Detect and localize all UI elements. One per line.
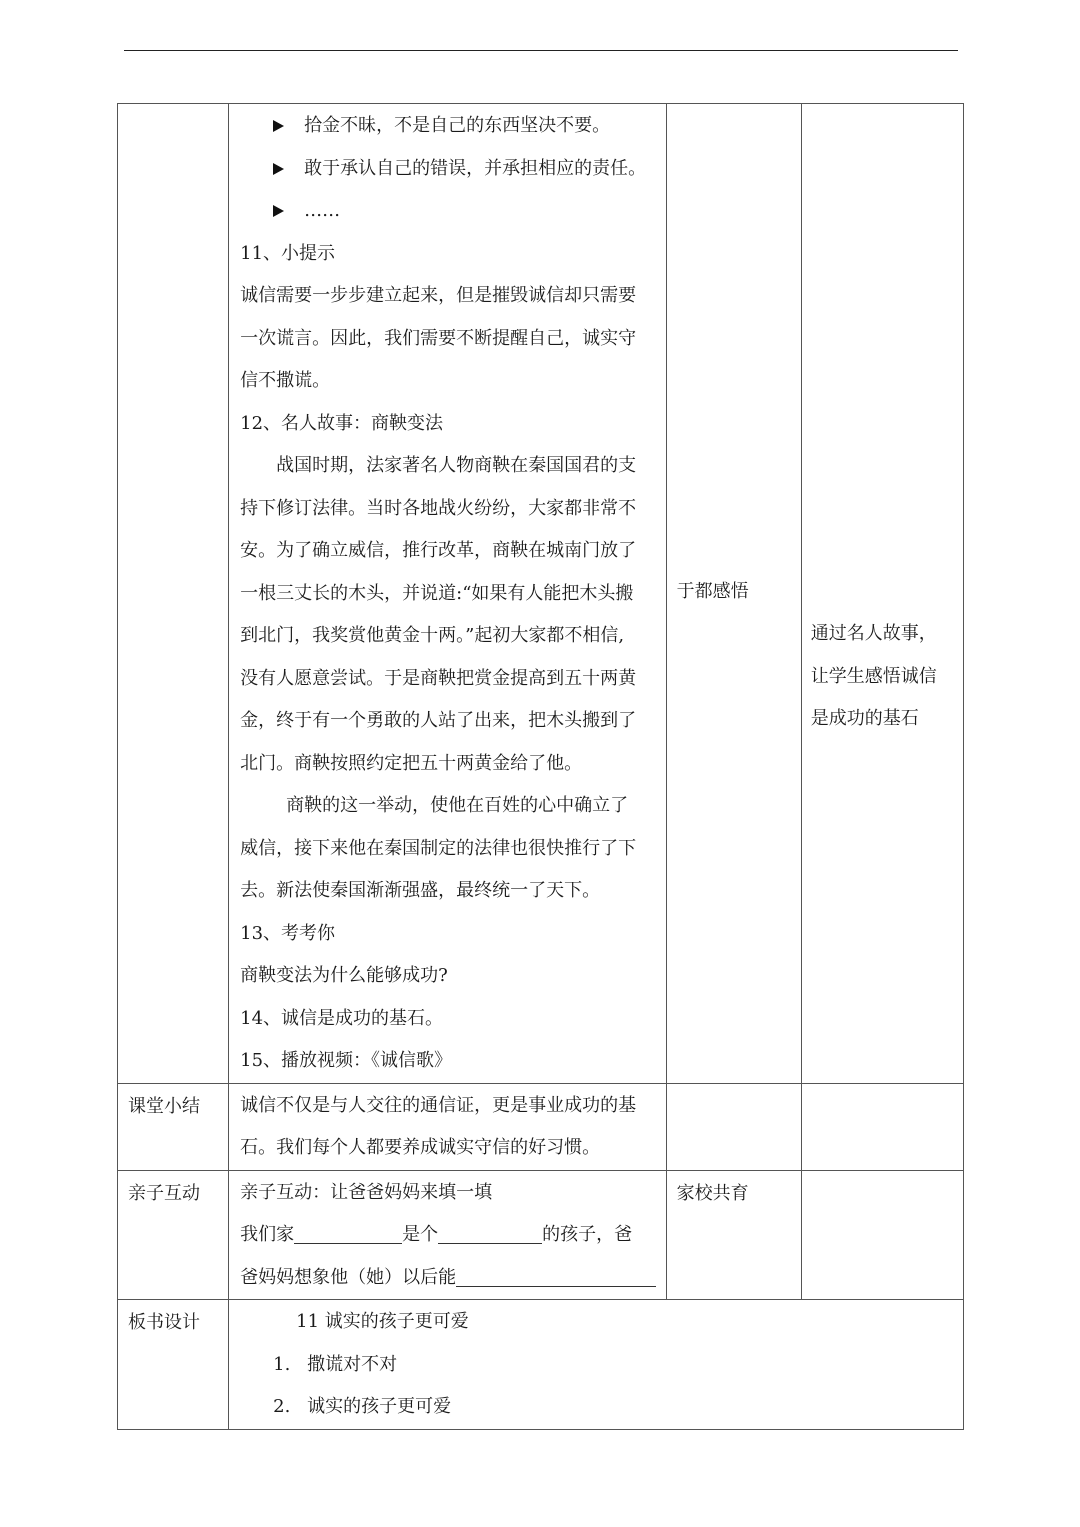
tip-line: 一次谎言。因此，我们需要不断提醒自己，诚实守 [240,327,637,349]
student-activity-cell [666,104,801,1084]
summary-line: 石。我们每个人都要养成诚实守信的好习惯。 [240,1137,601,1158]
family-fill-line: 我们家 是个 的孩子，爸 [240,1224,633,1245]
summary-row [118,1083,964,1170]
tip-line: 信不撒谎。 [240,370,331,391]
story-line: 商鞅的这一举动，使他在百姓的心中确立了 [286,795,629,816]
family-col3: 家校共育 [666,1170,801,1300]
activity-label-cell [118,104,229,1084]
story-line: 金，终于有一个勇敢的人站了出来，把木头搬到了 [240,710,637,731]
story-line: 威信，接下来他在秦国制定的法律也很快推行了下 [240,837,637,859]
bullet-item: 敢于承认自己的错误，并承担相应的责任。 [240,148,658,191]
story-line: 到北门，我奖赏他黄金十两。”起初大家都不相信, [240,625,625,646]
board-content-cell [229,1300,964,1430]
family-empty-cell [801,1170,963,1300]
board-item: 2. 诚实的孩子更可爱 [273,1396,452,1417]
board-title: 11 诚实的孩子更可爱 [296,1311,469,1332]
fill-blank[interactable] [294,1223,402,1244]
family-intro: 亲子互动：让爸爸妈妈来填一填 [240,1181,493,1203]
design-intent-line: 让学生感悟诚信 [810,665,937,687]
item-15: 15、播放视频：《诚信歌》 [240,1050,453,1071]
design-intent-cell [801,104,963,1084]
story-line: 安。为了确立威信，推行改革，商鞅在城南门放了 [240,540,637,561]
activity-row [118,104,964,1084]
story-line: 战国时期，法家著名人物商鞅在秦国国君的支 [276,455,637,476]
story-line: 持下修订法律。当时各地战火纷纷，大家都非常不 [240,497,637,519]
family-row [118,1170,964,1300]
activity-content-cell [229,104,667,1084]
student-activity-text: 于都感悟 [676,581,749,602]
family-label: 亲子互动 [118,1170,229,1300]
tip-title: 11、小提示 [240,242,336,264]
summary-empty-cell [801,1083,963,1170]
fill-blank[interactable] [438,1223,542,1244]
quiz-title: 13、考考你 [240,922,336,944]
lesson-plan-table [117,103,964,1430]
quiz-question: 商鞅变法为什么能够成功? [240,965,448,986]
bullet-item: 拾金不昧，不是自己的东西坚决不要。 [240,105,658,148]
header-rule [124,50,958,51]
family-content-cell [229,1170,667,1300]
arrow-bullet-icon [273,163,284,175]
story-title: 12、名人故事：商鞅变法 [240,412,444,434]
summary-empty-cell [666,1083,801,1170]
arrow-bullet-icon [273,120,284,132]
arrow-bullet-icon [273,205,284,217]
family-fill-line: 爸妈妈想象他（她）以后能 [240,1257,658,1300]
board-row [118,1300,964,1430]
tip-line: 诚信需要一步步建立起来，但是摧毁诚信却只需要 [240,285,637,306]
board-item: 1. 撒谎对不对 [273,1353,398,1375]
design-intent-line: 通过名人故事， [810,623,937,644]
fill-blank[interactable] [456,1266,656,1287]
story-line: 一根三丈长的木头，并说道:“如果有人能把木头搬 [240,582,634,604]
story-line: 没有人愿意尝试。于是商鞅把赏金提高到五十两黄 [240,667,637,689]
story-line: 北门。商鞅按照约定把五十两黄金给了他。 [240,752,583,774]
design-intent-line: 是成功的基石 [810,708,919,729]
design-intent-text [802,613,972,741]
board-label: 板书设计 [118,1300,229,1430]
summary-content-cell [229,1083,667,1170]
summary-label: 课堂小结 [118,1083,229,1170]
item-14: 14、诚信是成功的基石。 [240,1007,444,1029]
summary-line: 诚信不仅是与人交往的通信证，更是事业成功的基 [240,1094,637,1116]
bullet-item: …… [240,190,658,233]
story-line: 去。新法使秦国渐渐强盛，最终统一了天下。 [240,880,601,901]
